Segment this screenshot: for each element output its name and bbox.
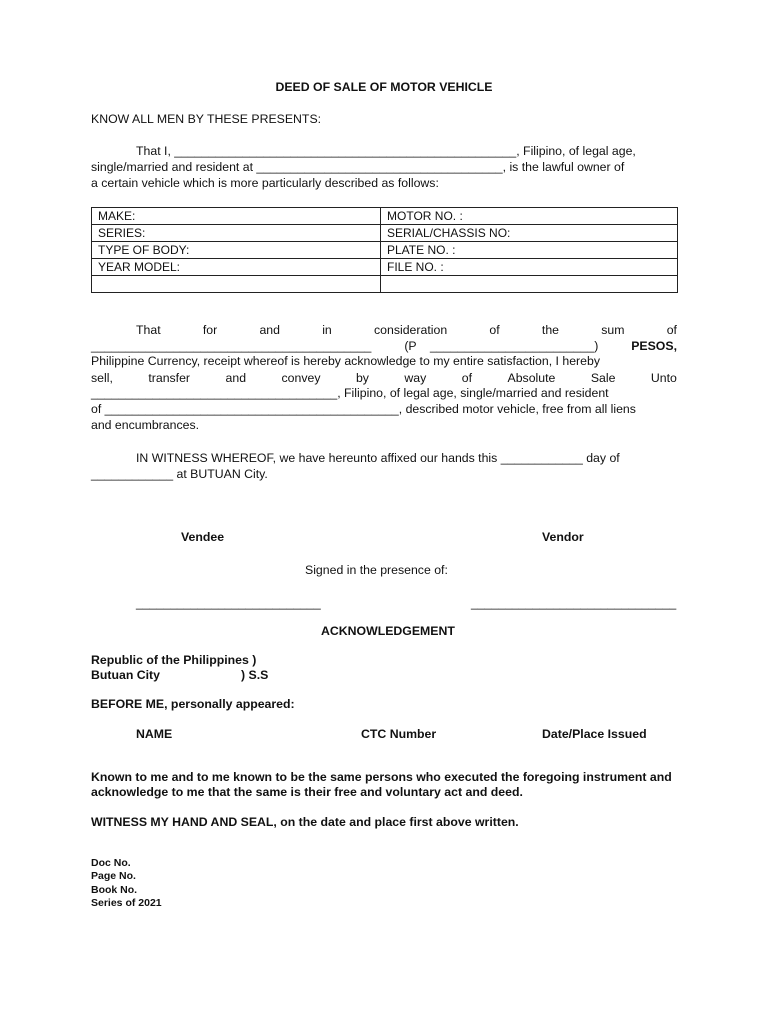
justified-word: by [355, 371, 369, 385]
ss-mark: ) S.S [241, 668, 269, 682]
consideration-line-2 [91, 338, 677, 354]
acknowledgement-heading: ACKNOWLEDGEMENT [321, 624, 455, 638]
vehicle-field-left: TYPE OF BODY: [92, 242, 381, 259]
justified-word: of [666, 323, 677, 337]
consideration-line-6: of ___________________________________________, described motor vehicle, free from all liens [91, 402, 636, 416]
witness-signature-line-left: ___________________________ [136, 596, 321, 610]
justified-word: of [461, 371, 473, 385]
vehicle-field-left: SERIES: [92, 225, 381, 242]
justified-word: and [259, 323, 280, 337]
justified-word: the [541, 323, 560, 337]
vehicle-table-row [92, 208, 678, 225]
vehicle-field-left: MAKE: [92, 208, 381, 225]
amount-figure-blank: (P ________________________) [404, 339, 599, 353]
vehicle-field-right [381, 276, 678, 293]
witness-seal-text: WITNESS MY HAND AND SEAL, on the date and place first above written. [91, 815, 519, 829]
witness-signature-line-right: ______________________________ [471, 596, 677, 610]
name-column-header: NAME [136, 727, 173, 741]
signed-presence-text: Signed in the presence of: [305, 563, 448, 577]
consideration-line-7: and encumbrances. [91, 418, 200, 432]
witness-line-2: ____________ at BUTUAN City. [91, 467, 268, 481]
justified-word: sum [601, 323, 625, 337]
consideration-line-1 [91, 322, 677, 338]
vehicle-field-right: FILE NO. : [381, 259, 678, 276]
amount-words-blank: _________________________________________ [91, 339, 372, 353]
justified-word: of [489, 323, 500, 337]
vehicle-table-row [92, 242, 678, 259]
pesos-label: PESOS, [631, 339, 677, 353]
justified-word: sell, [91, 371, 113, 385]
justified-word: Absolute [507, 371, 556, 385]
before-me-text: BEFORE ME, personally appeared: [91, 697, 295, 711]
known-line-1: Known to me and to me known to be the same persons who executed the foregoing instrument and [91, 770, 672, 784]
consideration-line-3: Philippine Currency, receipt whereof is hereby acknowledge to my entire satisfaction, I hereby [91, 354, 600, 368]
vehicle-field-right: SERIAL/CHASSIS NO: [381, 225, 678, 242]
owner-line-1: That I, __________________________________________________, Filipino, of legal age, [136, 144, 636, 158]
ctc-column-header: CTC Number [361, 727, 437, 741]
vehicle-table-row [92, 276, 678, 293]
intro-text: KNOW ALL MEN BY THESE PRESENTS: [91, 112, 322, 126]
date-place-column-header: Date/Place Issued [542, 727, 647, 741]
justified-word: transfer [148, 371, 191, 385]
doc-no-label: Doc No. [91, 857, 131, 869]
owner-line-2: single/married and resident at ____________________________________, is the lawful owner of [91, 160, 625, 174]
document-title: DEED OF SALE OF MOTOR VEHICLE [275, 80, 493, 94]
consideration-line-5: ____________________________________, Filipino, of legal age, single/married and resident [91, 386, 609, 400]
consideration-line-4 [91, 370, 677, 386]
vehicle-table-row [92, 225, 678, 242]
justified-word: and [225, 371, 247, 385]
witness-line-1: IN WITNESS WHEREOF, we have hereunto affixed our hands this ____________ day of [136, 451, 620, 465]
book-no-label: Book No. [91, 884, 138, 896]
justified-word: convey [281, 371, 321, 385]
republic-line: Republic of the Philippines ) [91, 653, 257, 667]
owner-line-3: a certain vehicle which is more particularly described as follows: [91, 176, 439, 190]
justified-word: That [136, 323, 161, 337]
vendor-label: Vendor [542, 530, 584, 544]
vehicle-field-left [92, 276, 381, 293]
justified-word: Unto [650, 371, 677, 385]
justified-word: Sale [590, 371, 616, 385]
known-line-2: acknowledge to me that the same is their free and voluntary act and deed. [91, 785, 523, 799]
page-no-label: Page No. [91, 870, 136, 882]
justified-word: consideration [374, 323, 448, 337]
city-line: Butuan City [91, 668, 160, 682]
vendee-label: Vendee [181, 530, 225, 544]
justified-word: in [322, 323, 332, 337]
vehicle-field-right: MOTOR NO. : [381, 208, 678, 225]
vehicle-description-table [91, 207, 678, 293]
vehicle-table-row [92, 259, 678, 276]
series-label: Series of 2021 [91, 897, 162, 909]
justified-word: for [202, 323, 218, 337]
justified-word: way [404, 371, 427, 385]
vehicle-field-left: YEAR MODEL: [92, 259, 381, 276]
vehicle-field-right: PLATE NO. : [381, 242, 678, 259]
